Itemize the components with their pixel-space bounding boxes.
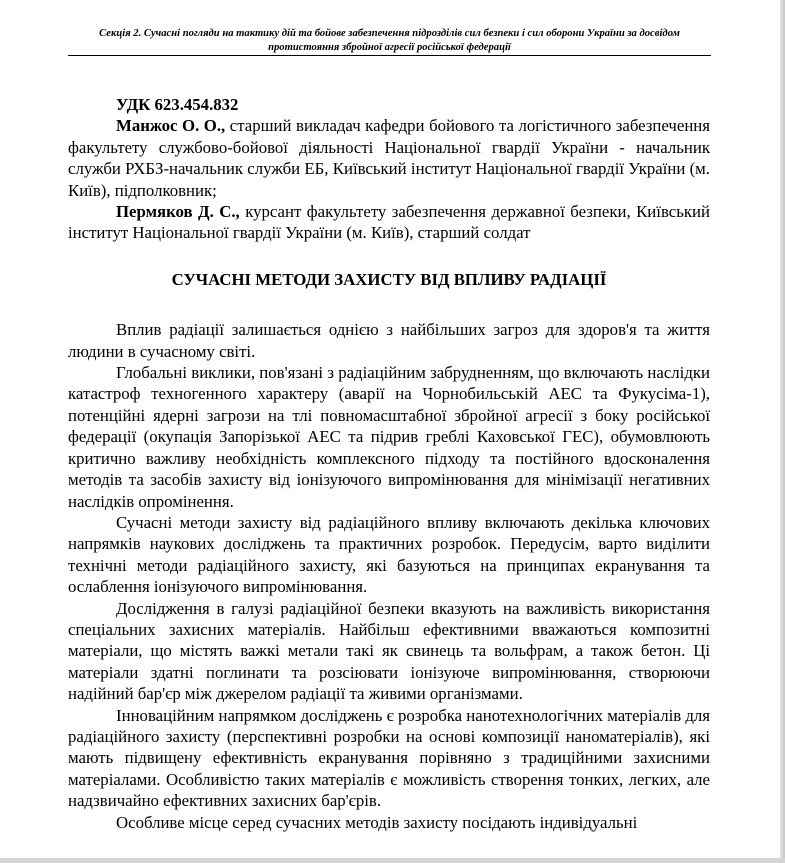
author-name-2: Пермяков Д. С.,	[116, 202, 240, 222]
paragraph-6: Особливе місце серед сучасних методів захисту посідають індивідуальні	[116, 812, 638, 832]
page-edge-shadow	[780, 0, 785, 863]
author-entry-1	[68, 115, 710, 201]
paragraph-3: Сучасні методи захисту від радіаційного впливу включають декілька ключових напрямків наукових досліджень та практичних розробок. Передусім, варто виділити технічні методи радіаційного захисту, які базуються на принципах екранування та ослаблення іонізуючого випромінювання.	[68, 512, 710, 597]
author-name-1: Манжос О. О.,	[116, 116, 226, 136]
author-entry-2	[68, 201, 710, 244]
article-body	[68, 94, 710, 833]
udk-code: УДК 623.454.832	[116, 95, 239, 114]
author-affiliation-2: курсант факультету забезпечення державної безпеки, Київський інститут Національної гвардії України (м. Київ), старший солдат	[68, 202, 710, 243]
running-header: Секція 2. Сучасні погляди на тактику дій та бойове забезпечення підрозділів сил безпеки і сил оборони України за досвідом протистояння збройної агресії російської федерації	[99, 28, 680, 53]
paragraph-5: Інноваційним напрямком досліджень є розробка нанотехнологічних матеріалів для радіаційного захисту (перспективні розробки на основі композиції наноматеріалів), які мають підвищену ефективність екранування порівняно з традиційними захисними матеріалами. Особливістю таких матеріалів є можливість створення тонких, легких, але надзвичайно ефективних захисних бар'єрів.	[68, 705, 710, 811]
paragraph-2: Глобальні виклики, пов'язані з радіаційним забрудненням, що включають наслідки катастроф техногенного характеру (аварії на Чорнобильській АЕС та Фукусіма-1), потенційні ядерні загрози на тлі повномасштабної збройної агресії з боку російської федерації (окупація Запорізької АЕС та підрив греблі Каховської ГЕС), обумовлюють критично важливу необхідність комплексного підходу та постійного вдосконалення методів та засобів захисту від іонізуючого випромінювання для мінімізації негативних наслідків опромінення.	[68, 363, 710, 511]
header-divider	[68, 55, 711, 56]
author-affiliation-1: старший викладач кафедри бойового та логістичного забезпечення факультету службово-бойової діяльності Національної гвардії України - начальник служби РХБЗ-начальник служби ЕБ, Київський інститут Національної гвардії України (м. Київ), підполковник;	[68, 116, 710, 200]
article-title: СУЧАСНІ МЕТОДИ ЗАХИСТУ ВІД ВПЛИВУ РАДІАЦІЇ	[171, 269, 607, 289]
paragraph-4: Дослідження в галузі радіаційної безпеки вказують на важливість використання спеціальних захисних матеріалів. Найбільш ефективними вважаються композитні матеріали, що містять важкі метали такі як свинець та вольфрам, а також бетон. Ці матеріали здатні поглинати та розсіювати іонізуюче випромінювання, створюючи надійний бар'єр між джерелом радіації та живими організмами.	[68, 598, 710, 704]
paragraph-1: Вплив радіації залишається однією з найбільших загроз для здоров'я та життя людини в сучасному світі.	[68, 320, 710, 361]
page-bottom-edge	[0, 858, 785, 863]
